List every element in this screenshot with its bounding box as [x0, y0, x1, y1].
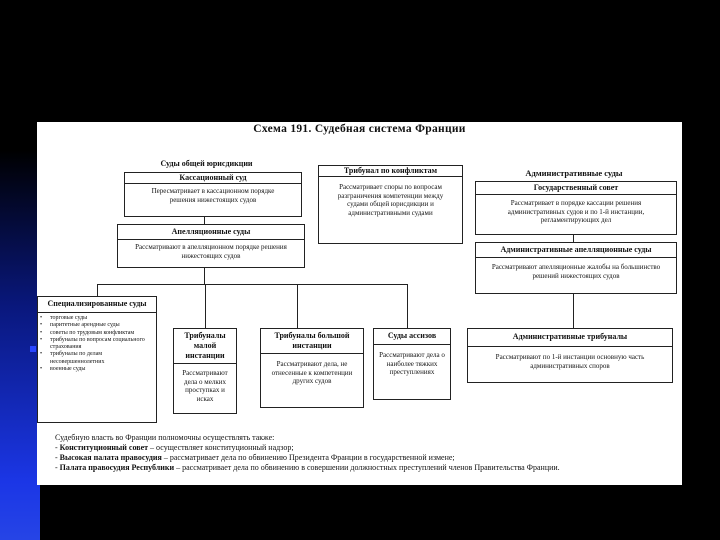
appeal-courts-title: Апелляционные суды	[118, 225, 304, 240]
specialized-courts-title: Специализированные суды	[38, 297, 156, 313]
major-tribunals-text: Рассматривают дела, не отнесенные к компетенции других судов	[271, 360, 353, 385]
admin-appeal-courts-text: Рассматривают апелляционные жалобы на большинство решений нижестоящих судов	[491, 263, 661, 280]
diagram-title: Схема 191. Судебная система Франции	[253, 123, 466, 135]
footer-item-title: Конституционный совет	[59, 443, 149, 452]
state-council-title: Государственный совет	[476, 182, 676, 195]
footer-item-title: Высокая палата правосудия	[59, 453, 162, 462]
diagram-slide	[37, 122, 682, 485]
specialized-courts-box	[37, 296, 157, 423]
appeal-courts-text: Рассматривают в апелляционном порядке решения нижестоящих судов	[135, 243, 287, 260]
cassation-court-title: Кассационный суд	[125, 173, 301, 184]
footer-item-text: – рассматривает дела по обвинению Президента Франции в государственной измене;	[161, 453, 455, 462]
connector	[407, 284, 408, 328]
connector	[205, 284, 206, 328]
footer-item-title: Палата правосудия Республики	[59, 463, 175, 472]
list-item: • трибуналы по вопросам социального страхования	[48, 337, 156, 352]
admin-courts-header	[475, 168, 673, 181]
state-council-text: Рассматривает в порядке кассации решения административных судов и по 1-й инстанции, регламентирующих дел	[507, 199, 645, 224]
slide-background-glow	[0, 150, 40, 540]
list-item: • паритетные арендные суды	[48, 322, 156, 329]
connector	[97, 284, 98, 296]
specialized-courts-list	[38, 315, 156, 373]
major-tribunals-title: Трибуналы большой инстанции	[261, 329, 363, 354]
connector	[297, 284, 298, 328]
admin-appeal-courts-box	[475, 242, 677, 294]
conflicts-tribunal-text: Рассматривает споры по вопросам разграничения компетенции между судами общей юрисдикции и административными судами	[337, 183, 444, 217]
list-item: • советы по трудовым конфликтам	[48, 330, 156, 337]
assizes-courts-text: Рассматривают дела о наиболее тяжких преступлениях	[379, 351, 445, 376]
list-item: • торговые суды	[48, 315, 156, 322]
connector	[573, 294, 574, 328]
footer-item: - Высокая палата правосудия – рассматривает дела по обвинению Президента Франции в государственной измене;	[55, 453, 455, 462]
general-courts-title: Суды общей юрисдикции	[160, 159, 253, 168]
assizes-courts-title: Суды ассизов	[374, 329, 450, 345]
minor-tribunals-text: Рассматривают дела о мелких проступках и исках	[182, 369, 228, 403]
connector	[573, 235, 574, 242]
conflicts-tribunal-box	[318, 165, 463, 244]
appeal-courts-box	[117, 224, 305, 268]
state-council-box	[475, 181, 677, 235]
admin-tribunals-box	[467, 328, 673, 383]
major-tribunals-box	[260, 328, 364, 408]
footer-intro: Судебную власть во Франции полномочны осуществлять также:	[55, 433, 275, 442]
footer-item-text: – рассматривает дела по обвинению в совершении должностных преступлений членов Правительства Франции.	[174, 463, 560, 472]
list-item: • военные суды	[48, 366, 156, 373]
footer-notes	[55, 433, 674, 473]
admin-appeal-courts-title: Административные апелляционные суды	[476, 243, 676, 258]
footer-item: - Палата правосудия Республики – рассматривает дела по обвинению в совершении должностных преступлений членов Правительства Франции.	[55, 463, 560, 472]
connector	[204, 217, 205, 224]
admin-courts-title: Административные суды	[525, 168, 623, 178]
minor-tribunals-title: Трибуналы малой инстанции	[174, 329, 236, 364]
minor-tribunals-box	[173, 328, 237, 414]
footer-item-text: – осуществляет конституционный надзор;	[148, 443, 294, 452]
cassation-court-text: Пересматривает в кассационном порядке решения нижестоящих судов	[151, 187, 275, 204]
assizes-courts-box	[373, 328, 451, 400]
conflicts-tribunal-title: Трибунал по конфликтам	[319, 166, 462, 177]
admin-tribunals-title: Административные трибуналы	[468, 329, 672, 347]
admin-tribunals-text: Рассматривают по 1-й инстанции основную часть административных споров	[495, 353, 645, 370]
cassation-court-box	[124, 172, 302, 217]
connector	[97, 284, 407, 285]
general-courts-header	[124, 159, 289, 172]
list-item: • трибуналы по делам несовершеннолетних	[48, 351, 156, 366]
footer-item: - Конституционный совет – осуществляет конституционный надзор;	[55, 443, 294, 452]
slide-bullet-marker	[30, 346, 36, 352]
